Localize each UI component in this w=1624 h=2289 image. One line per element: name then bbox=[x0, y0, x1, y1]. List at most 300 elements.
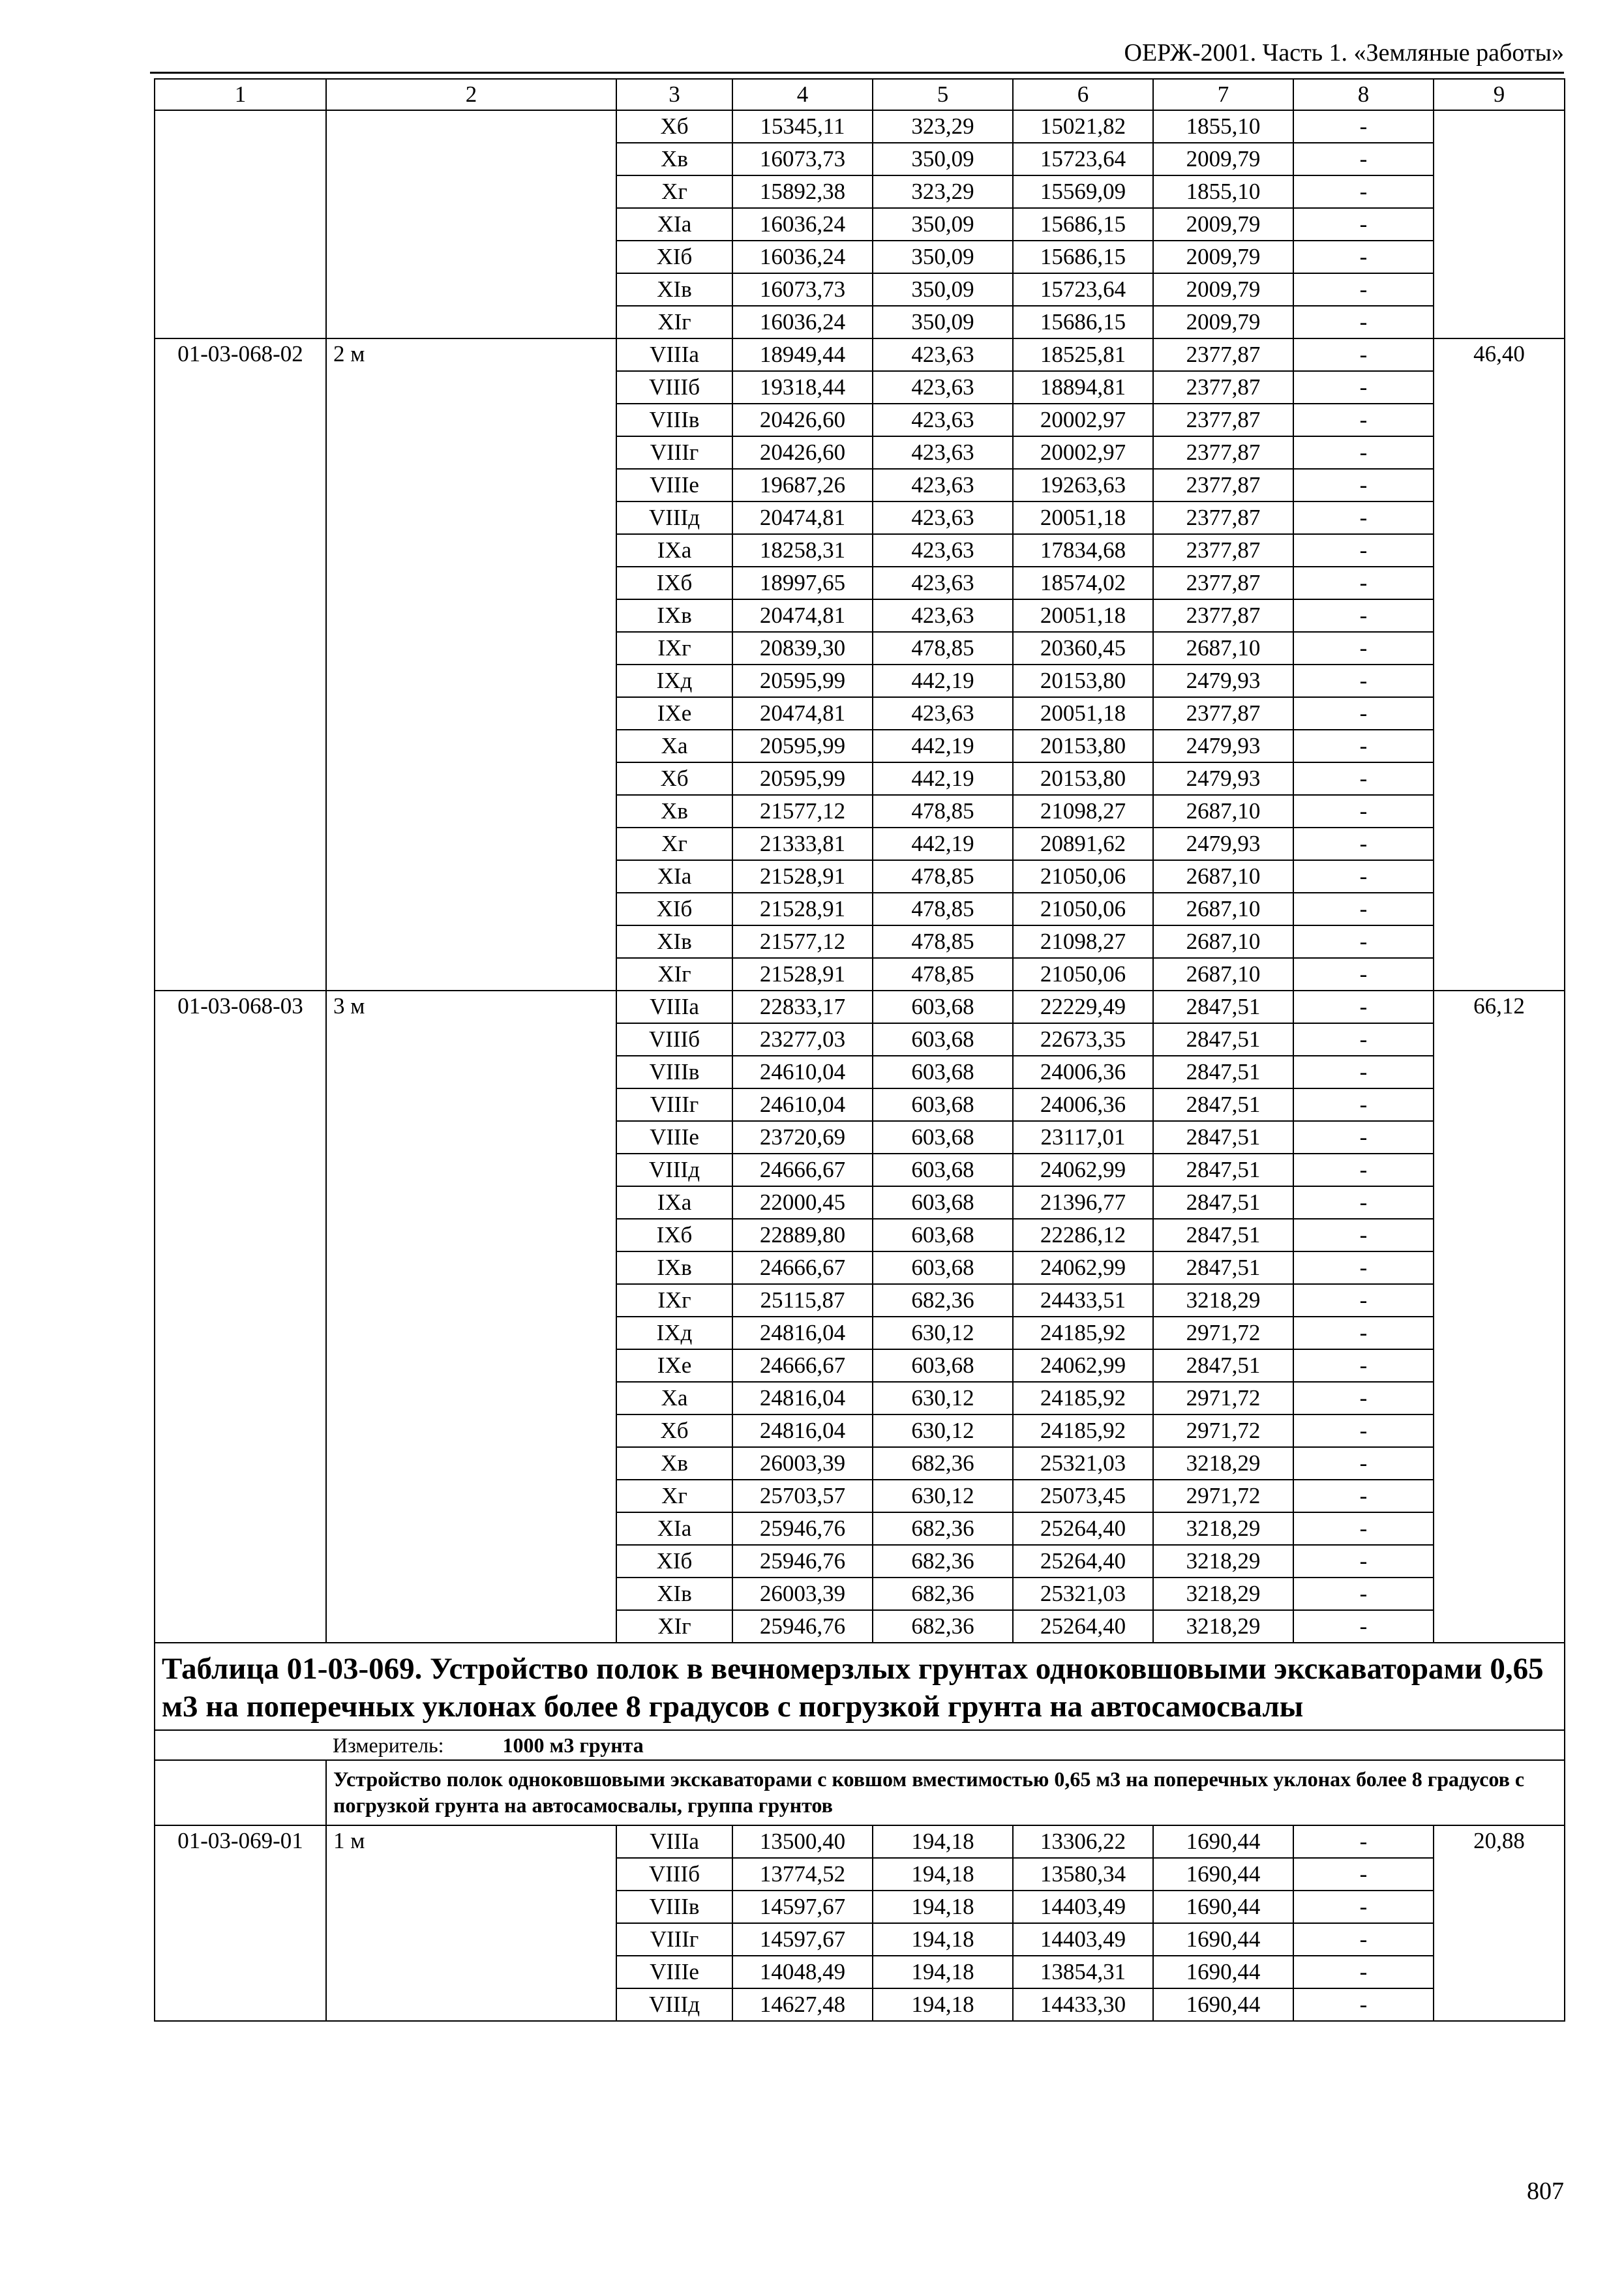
rate-code-cell bbox=[155, 110, 326, 338]
value-cell: 2971,72 bbox=[1153, 1382, 1293, 1414]
value-cell: 1690,44 bbox=[1153, 1956, 1293, 1988]
column-number: 6 bbox=[1013, 79, 1153, 110]
value-cell: 194,18 bbox=[873, 1858, 1013, 1891]
value-cell: 15686,15 bbox=[1013, 306, 1153, 338]
column-number-row bbox=[155, 79, 1565, 110]
soil-group-cell: IXд bbox=[616, 665, 732, 697]
value-cell: 323,29 bbox=[873, 110, 1013, 143]
value-cell: 24816,04 bbox=[732, 1382, 873, 1414]
value-cell: - bbox=[1293, 1382, 1434, 1414]
value-cell: 194,18 bbox=[873, 1923, 1013, 1956]
rate-col9-cell: 46,40 bbox=[1434, 338, 1565, 991]
column-number: 4 bbox=[732, 79, 873, 110]
value-cell: - bbox=[1293, 338, 1434, 371]
value-cell: 603,68 bbox=[873, 1219, 1013, 1251]
value-cell: - bbox=[1293, 665, 1434, 697]
soil-group-cell: Xв bbox=[616, 143, 732, 175]
value-cell: 25264,40 bbox=[1013, 1610, 1153, 1643]
value-cell: 20474,81 bbox=[732, 697, 873, 730]
table-title-row bbox=[155, 1643, 1565, 1730]
rates-table-body bbox=[155, 79, 1565, 2021]
value-cell: - bbox=[1293, 1858, 1434, 1891]
soil-group-cell: VIIIб bbox=[616, 1023, 732, 1056]
value-cell: 1690,44 bbox=[1153, 1825, 1293, 1858]
value-cell: 25703,57 bbox=[732, 1480, 873, 1512]
value-cell: 20595,99 bbox=[732, 730, 873, 762]
soil-group-cell: XIа bbox=[616, 208, 732, 241]
value-cell: 423,63 bbox=[873, 501, 1013, 534]
value-cell: 24816,04 bbox=[732, 1317, 873, 1349]
value-cell: 14048,49 bbox=[732, 1956, 873, 1988]
value-cell: 19318,44 bbox=[732, 371, 873, 404]
value-cell: 682,36 bbox=[873, 1578, 1013, 1610]
column-number: 1 bbox=[155, 79, 326, 110]
value-cell: 423,63 bbox=[873, 599, 1013, 632]
value-cell: 603,68 bbox=[873, 1349, 1013, 1382]
value-cell: 20595,99 bbox=[732, 762, 873, 795]
soil-group-cell: VIIIе bbox=[616, 469, 732, 501]
value-cell: - bbox=[1293, 1545, 1434, 1578]
value-cell: 2377,87 bbox=[1153, 599, 1293, 632]
value-cell: 24185,92 bbox=[1013, 1414, 1153, 1447]
value-cell: 194,18 bbox=[873, 1825, 1013, 1858]
value-cell: 2847,51 bbox=[1153, 1154, 1293, 1186]
value-cell: 22833,17 bbox=[732, 991, 873, 1023]
value-cell: 20153,80 bbox=[1013, 762, 1153, 795]
value-cell: - bbox=[1293, 1088, 1434, 1121]
value-cell: 423,63 bbox=[873, 404, 1013, 436]
value-cell: - bbox=[1293, 371, 1434, 404]
table-description: Устройство полок одноковшовыми экскаваторами с ковшом вместимостью 0,65 м3 на поперечных уклонах более 8 градусов с погрузкой грунта на автосамосвалы, группа грунтов bbox=[326, 1760, 1565, 1825]
soil-group-cell: VIIIв bbox=[616, 1891, 732, 1923]
value-cell: 20474,81 bbox=[732, 599, 873, 632]
value-cell: - bbox=[1293, 143, 1434, 175]
value-cell: 603,68 bbox=[873, 1088, 1013, 1121]
value-cell: 18997,65 bbox=[732, 567, 873, 599]
soil-group-cell: XIа bbox=[616, 860, 732, 893]
value-cell: 14403,49 bbox=[1013, 1891, 1153, 1923]
value-cell: 22229,49 bbox=[1013, 991, 1153, 1023]
value-cell: 21528,91 bbox=[732, 958, 873, 991]
value-cell: 478,85 bbox=[873, 958, 1013, 991]
value-cell: 24006,36 bbox=[1013, 1088, 1153, 1121]
value-cell: 25264,40 bbox=[1013, 1545, 1153, 1578]
value-cell: 24816,04 bbox=[732, 1414, 873, 1447]
value-cell: 682,36 bbox=[873, 1447, 1013, 1480]
value-cell: 15723,64 bbox=[1013, 143, 1153, 175]
value-cell: 20360,45 bbox=[1013, 632, 1153, 665]
value-cell: 23117,01 bbox=[1013, 1121, 1153, 1154]
value-cell: 25946,76 bbox=[732, 1610, 873, 1643]
value-cell: - bbox=[1293, 469, 1434, 501]
value-cell: 2847,51 bbox=[1153, 1088, 1293, 1121]
value-cell: - bbox=[1293, 436, 1434, 469]
value-cell: 2377,87 bbox=[1153, 567, 1293, 599]
soil-group-cell: VIIIб bbox=[616, 371, 732, 404]
value-cell: 2377,87 bbox=[1153, 501, 1293, 534]
value-cell: - bbox=[1293, 306, 1434, 338]
value-cell: 423,63 bbox=[873, 567, 1013, 599]
value-cell: 2847,51 bbox=[1153, 1219, 1293, 1251]
value-cell: 2479,93 bbox=[1153, 665, 1293, 697]
value-cell: 15021,82 bbox=[1013, 110, 1153, 143]
column-number: 9 bbox=[1434, 79, 1565, 110]
soil-group-cell: VIIIг bbox=[616, 436, 732, 469]
value-cell: 20051,18 bbox=[1013, 697, 1153, 730]
value-cell: 2009,79 bbox=[1153, 306, 1293, 338]
soil-group-cell: Xг bbox=[616, 1480, 732, 1512]
soil-group-cell: IXе bbox=[616, 697, 732, 730]
value-cell: 194,18 bbox=[873, 1891, 1013, 1923]
value-cell: 20426,60 bbox=[732, 436, 873, 469]
soil-group-cell: Xг bbox=[616, 828, 732, 860]
value-cell: - bbox=[1293, 1891, 1434, 1923]
value-cell: 2847,51 bbox=[1153, 1023, 1293, 1056]
soil-group-cell: XIг bbox=[616, 958, 732, 991]
value-cell: 2687,10 bbox=[1153, 795, 1293, 828]
value-cell: 23277,03 bbox=[732, 1023, 873, 1056]
value-cell: 15723,64 bbox=[1013, 273, 1153, 306]
value-cell: 15686,15 bbox=[1013, 241, 1153, 273]
value-cell: - bbox=[1293, 991, 1434, 1023]
value-cell: 2377,87 bbox=[1153, 371, 1293, 404]
value-cell: 423,63 bbox=[873, 697, 1013, 730]
soil-group-cell: XIб bbox=[616, 1545, 732, 1578]
value-cell: - bbox=[1293, 1923, 1434, 1956]
soil-group-cell: XIа bbox=[616, 1512, 732, 1545]
value-cell: - bbox=[1293, 1447, 1434, 1480]
value-cell: 682,36 bbox=[873, 1512, 1013, 1545]
value-cell: 682,36 bbox=[873, 1545, 1013, 1578]
soil-group-cell: IXг bbox=[616, 632, 732, 665]
value-cell: 603,68 bbox=[873, 1121, 1013, 1154]
value-cell: 24433,51 bbox=[1013, 1284, 1153, 1317]
value-cell: 23720,69 bbox=[732, 1121, 873, 1154]
value-cell: - bbox=[1293, 828, 1434, 860]
soil-group-cell: IXа bbox=[616, 1186, 732, 1219]
rate-name-cell: 1 м bbox=[326, 1825, 616, 2021]
value-cell: 2009,79 bbox=[1153, 273, 1293, 306]
value-cell: 1690,44 bbox=[1153, 1923, 1293, 1956]
soil-group-cell: XIг bbox=[616, 1610, 732, 1643]
value-cell: 2377,87 bbox=[1153, 697, 1293, 730]
value-cell: 25115,87 bbox=[732, 1284, 873, 1317]
value-cell: 24666,67 bbox=[732, 1154, 873, 1186]
soil-group-cell: IXв bbox=[616, 1251, 732, 1284]
value-cell: 20891,62 bbox=[1013, 828, 1153, 860]
value-cell: 423,63 bbox=[873, 436, 1013, 469]
column-number: 5 bbox=[873, 79, 1013, 110]
value-cell: 442,19 bbox=[873, 762, 1013, 795]
soil-group-cell: VIIIд bbox=[616, 501, 732, 534]
value-cell: - bbox=[1293, 893, 1434, 925]
value-cell: 194,18 bbox=[873, 1956, 1013, 1988]
value-cell: - bbox=[1293, 241, 1434, 273]
value-cell: 20474,81 bbox=[732, 501, 873, 534]
value-cell: 24666,67 bbox=[732, 1251, 873, 1284]
value-cell: 20426,60 bbox=[732, 404, 873, 436]
value-cell: 2479,93 bbox=[1153, 730, 1293, 762]
value-cell: 16036,24 bbox=[732, 241, 873, 273]
value-cell: 24062,99 bbox=[1013, 1251, 1153, 1284]
value-cell: - bbox=[1293, 273, 1434, 306]
value-cell: 21333,81 bbox=[732, 828, 873, 860]
units-cell bbox=[326, 1730, 1565, 1760]
soil-group-cell: VIIIе bbox=[616, 1121, 732, 1154]
column-number: 2 bbox=[326, 79, 616, 110]
soil-group-cell: XIв bbox=[616, 273, 732, 306]
soil-group-cell: IXб bbox=[616, 1219, 732, 1251]
value-cell: 13774,52 bbox=[732, 1858, 873, 1891]
soil-group-cell: Xб bbox=[616, 1414, 732, 1447]
value-cell: 2847,51 bbox=[1153, 1251, 1293, 1284]
value-cell: 194,18 bbox=[873, 1988, 1013, 2021]
value-cell: 2687,10 bbox=[1153, 925, 1293, 958]
value-cell: 14597,67 bbox=[732, 1891, 873, 1923]
column-number: 8 bbox=[1293, 79, 1434, 110]
value-cell: 22000,45 bbox=[732, 1186, 873, 1219]
soil-group-cell: Xб bbox=[616, 110, 732, 143]
value-cell: 24062,99 bbox=[1013, 1154, 1153, 1186]
value-cell: - bbox=[1293, 208, 1434, 241]
value-cell: 350,09 bbox=[873, 143, 1013, 175]
value-cell: 2687,10 bbox=[1153, 958, 1293, 991]
value-cell: - bbox=[1293, 1349, 1434, 1382]
soil-group-cell: IXб bbox=[616, 567, 732, 599]
soil-group-cell: XIг bbox=[616, 306, 732, 338]
value-cell: 2377,87 bbox=[1153, 534, 1293, 567]
value-cell: 603,68 bbox=[873, 1251, 1013, 1284]
value-cell: 24185,92 bbox=[1013, 1317, 1153, 1349]
value-cell: 478,85 bbox=[873, 632, 1013, 665]
value-cell: 25946,76 bbox=[732, 1512, 873, 1545]
value-cell: 13500,40 bbox=[732, 1825, 873, 1858]
table-row bbox=[155, 110, 1565, 143]
value-cell: 2009,79 bbox=[1153, 208, 1293, 241]
soil-group-cell: VIIIд bbox=[616, 1988, 732, 2021]
value-cell: 13854,31 bbox=[1013, 1956, 1153, 1988]
value-cell: 20051,18 bbox=[1013, 501, 1153, 534]
value-cell: 1690,44 bbox=[1153, 1988, 1293, 2021]
value-cell: 16073,73 bbox=[732, 273, 873, 306]
value-cell: - bbox=[1293, 1825, 1434, 1858]
value-cell: 350,09 bbox=[873, 241, 1013, 273]
soil-group-cell: VIIIг bbox=[616, 1088, 732, 1121]
value-cell: 2687,10 bbox=[1153, 893, 1293, 925]
value-cell: 423,63 bbox=[873, 371, 1013, 404]
soil-group-cell: IXг bbox=[616, 1284, 732, 1317]
value-cell: 18258,31 bbox=[732, 534, 873, 567]
soil-group-cell: IXа bbox=[616, 534, 732, 567]
value-cell: 630,12 bbox=[873, 1317, 1013, 1349]
soil-group-cell: VIIIв bbox=[616, 404, 732, 436]
value-cell: 2971,72 bbox=[1153, 1480, 1293, 1512]
value-cell: 20002,97 bbox=[1013, 404, 1153, 436]
value-cell: 1855,10 bbox=[1153, 110, 1293, 143]
units-row bbox=[155, 1730, 1565, 1760]
value-cell: 2971,72 bbox=[1153, 1317, 1293, 1349]
value-cell: 603,68 bbox=[873, 1023, 1013, 1056]
value-cell: 15892,38 bbox=[732, 175, 873, 208]
value-cell: 21050,06 bbox=[1013, 958, 1153, 991]
value-cell: 18949,44 bbox=[732, 338, 873, 371]
value-cell: - bbox=[1293, 1988, 1434, 2021]
value-cell: 2377,87 bbox=[1153, 436, 1293, 469]
value-cell: 25321,03 bbox=[1013, 1578, 1153, 1610]
value-cell: - bbox=[1293, 795, 1434, 828]
soil-group-cell: VIIIб bbox=[616, 1858, 732, 1891]
value-cell: - bbox=[1293, 1219, 1434, 1251]
soil-group-cell: VIIIд bbox=[616, 1154, 732, 1186]
value-cell: 21098,27 bbox=[1013, 795, 1153, 828]
value-cell: 22889,80 bbox=[732, 1219, 873, 1251]
value-cell: 2847,51 bbox=[1153, 1121, 1293, 1154]
value-cell: 21098,27 bbox=[1013, 925, 1153, 958]
value-cell: 478,85 bbox=[873, 925, 1013, 958]
value-cell: 682,36 bbox=[873, 1610, 1013, 1643]
soil-group-cell: VIIIе bbox=[616, 1956, 732, 1988]
value-cell: 2847,51 bbox=[1153, 1349, 1293, 1382]
value-cell: 2377,87 bbox=[1153, 469, 1293, 501]
value-cell: 19263,63 bbox=[1013, 469, 1153, 501]
value-cell: 2847,51 bbox=[1153, 991, 1293, 1023]
value-cell: 20839,30 bbox=[732, 632, 873, 665]
value-cell: 16036,24 bbox=[732, 208, 873, 241]
value-cell: - bbox=[1293, 1121, 1434, 1154]
rates-table bbox=[154, 78, 1565, 2022]
value-cell: 21577,12 bbox=[732, 795, 873, 828]
value-cell: 22286,12 bbox=[1013, 1219, 1153, 1251]
value-cell: 2009,79 bbox=[1153, 143, 1293, 175]
soil-group-cell: Xв bbox=[616, 795, 732, 828]
table-row bbox=[155, 338, 1565, 371]
description-spacer bbox=[155, 1760, 326, 1825]
header-rule bbox=[150, 72, 1564, 74]
value-cell: 2377,87 bbox=[1153, 404, 1293, 436]
value-cell: - bbox=[1293, 697, 1434, 730]
units-label: Измеритель: bbox=[333, 1733, 444, 1757]
value-cell: - bbox=[1293, 1512, 1434, 1545]
rate-col9-cell: 66,12 bbox=[1434, 991, 1565, 1643]
value-cell: 2687,10 bbox=[1153, 632, 1293, 665]
value-cell: 13306,22 bbox=[1013, 1825, 1153, 1858]
value-cell: 442,19 bbox=[873, 665, 1013, 697]
value-cell: 350,09 bbox=[873, 306, 1013, 338]
value-cell: 630,12 bbox=[873, 1382, 1013, 1414]
value-cell: - bbox=[1293, 1284, 1434, 1317]
value-cell: 24006,36 bbox=[1013, 1056, 1153, 1088]
running-header: ОЕРЖ-2001. Часть 1. «Земляные работы» bbox=[1124, 39, 1564, 67]
table-row bbox=[155, 1825, 1565, 1858]
value-cell: 25264,40 bbox=[1013, 1512, 1153, 1545]
value-cell: 25073,45 bbox=[1013, 1480, 1153, 1512]
value-cell: - bbox=[1293, 110, 1434, 143]
value-cell: 603,68 bbox=[873, 1154, 1013, 1186]
value-cell: - bbox=[1293, 599, 1434, 632]
value-cell: 20002,97 bbox=[1013, 436, 1153, 469]
value-cell: 24666,67 bbox=[732, 1349, 873, 1382]
value-cell: 25946,76 bbox=[732, 1545, 873, 1578]
value-cell: 26003,39 bbox=[732, 1447, 873, 1480]
units-value: 1000 м3 грунта bbox=[502, 1733, 644, 1757]
value-cell: 2847,51 bbox=[1153, 1186, 1293, 1219]
value-cell: 442,19 bbox=[873, 828, 1013, 860]
value-cell: 423,63 bbox=[873, 338, 1013, 371]
value-cell: - bbox=[1293, 1154, 1434, 1186]
table-title: Таблица 01-03-069. Устройство полок в вечномерзлых грунтах одноковшовыми экскаваторами 0,65 м3 на поперечных уклонах более 8 градусов с погрузкой грунта на автосамосвалы bbox=[155, 1643, 1565, 1730]
value-cell: 2377,87 bbox=[1153, 338, 1293, 371]
value-cell: 21050,06 bbox=[1013, 860, 1153, 893]
rate-code-cell: 01-03-068-02 bbox=[155, 338, 326, 991]
value-cell: 21577,12 bbox=[732, 925, 873, 958]
soil-group-cell: Xв bbox=[616, 1447, 732, 1480]
value-cell: 2479,93 bbox=[1153, 762, 1293, 795]
column-number: 7 bbox=[1153, 79, 1293, 110]
value-cell: - bbox=[1293, 1317, 1434, 1349]
value-cell: - bbox=[1293, 1414, 1434, 1447]
value-cell: - bbox=[1293, 1023, 1434, 1056]
value-cell: 2687,10 bbox=[1153, 860, 1293, 893]
value-cell: 1690,44 bbox=[1153, 1891, 1293, 1923]
value-cell: 14597,67 bbox=[732, 1923, 873, 1956]
value-cell: 478,85 bbox=[873, 893, 1013, 925]
value-cell: 3218,29 bbox=[1153, 1512, 1293, 1545]
value-cell: 603,68 bbox=[873, 1056, 1013, 1088]
value-cell: 630,12 bbox=[873, 1414, 1013, 1447]
value-cell: - bbox=[1293, 534, 1434, 567]
value-cell: - bbox=[1293, 501, 1434, 534]
value-cell: - bbox=[1293, 1056, 1434, 1088]
value-cell: 3218,29 bbox=[1153, 1545, 1293, 1578]
value-cell: 24610,04 bbox=[732, 1056, 873, 1088]
value-cell: - bbox=[1293, 1956, 1434, 1988]
rate-name-cell: 2 м bbox=[326, 338, 616, 991]
value-cell: - bbox=[1293, 632, 1434, 665]
soil-group-cell: VIIIа bbox=[616, 1825, 732, 1858]
value-cell: 603,68 bbox=[873, 991, 1013, 1023]
rate-col9-cell: 20,88 bbox=[1434, 1825, 1565, 2021]
value-cell: 323,29 bbox=[873, 175, 1013, 208]
value-cell: 18894,81 bbox=[1013, 371, 1153, 404]
value-cell: - bbox=[1293, 860, 1434, 893]
value-cell: 1690,44 bbox=[1153, 1858, 1293, 1891]
value-cell: 3218,29 bbox=[1153, 1610, 1293, 1643]
value-cell: - bbox=[1293, 1251, 1434, 1284]
soil-group-cell: Xб bbox=[616, 762, 732, 795]
value-cell: - bbox=[1293, 404, 1434, 436]
rate-code-cell: 01-03-068-03 bbox=[155, 991, 326, 1643]
value-cell: 350,09 bbox=[873, 208, 1013, 241]
value-cell: 630,12 bbox=[873, 1480, 1013, 1512]
value-cell: - bbox=[1293, 1480, 1434, 1512]
description-row bbox=[155, 1760, 1565, 1825]
value-cell: 1855,10 bbox=[1153, 175, 1293, 208]
value-cell: 15569,09 bbox=[1013, 175, 1153, 208]
rate-code-cell: 01-03-069-01 bbox=[155, 1825, 326, 2021]
value-cell: 16036,24 bbox=[732, 306, 873, 338]
value-cell: 25321,03 bbox=[1013, 1447, 1153, 1480]
soil-group-cell: IXв bbox=[616, 599, 732, 632]
value-cell: - bbox=[1293, 958, 1434, 991]
value-cell: 26003,39 bbox=[732, 1578, 873, 1610]
value-cell: 20153,80 bbox=[1013, 665, 1153, 697]
value-cell: 15345,11 bbox=[732, 110, 873, 143]
value-cell: 682,36 bbox=[873, 1284, 1013, 1317]
rate-col9-cell bbox=[1434, 110, 1565, 338]
value-cell: 18525,81 bbox=[1013, 338, 1153, 371]
value-cell: - bbox=[1293, 1186, 1434, 1219]
value-cell: 21050,06 bbox=[1013, 893, 1153, 925]
